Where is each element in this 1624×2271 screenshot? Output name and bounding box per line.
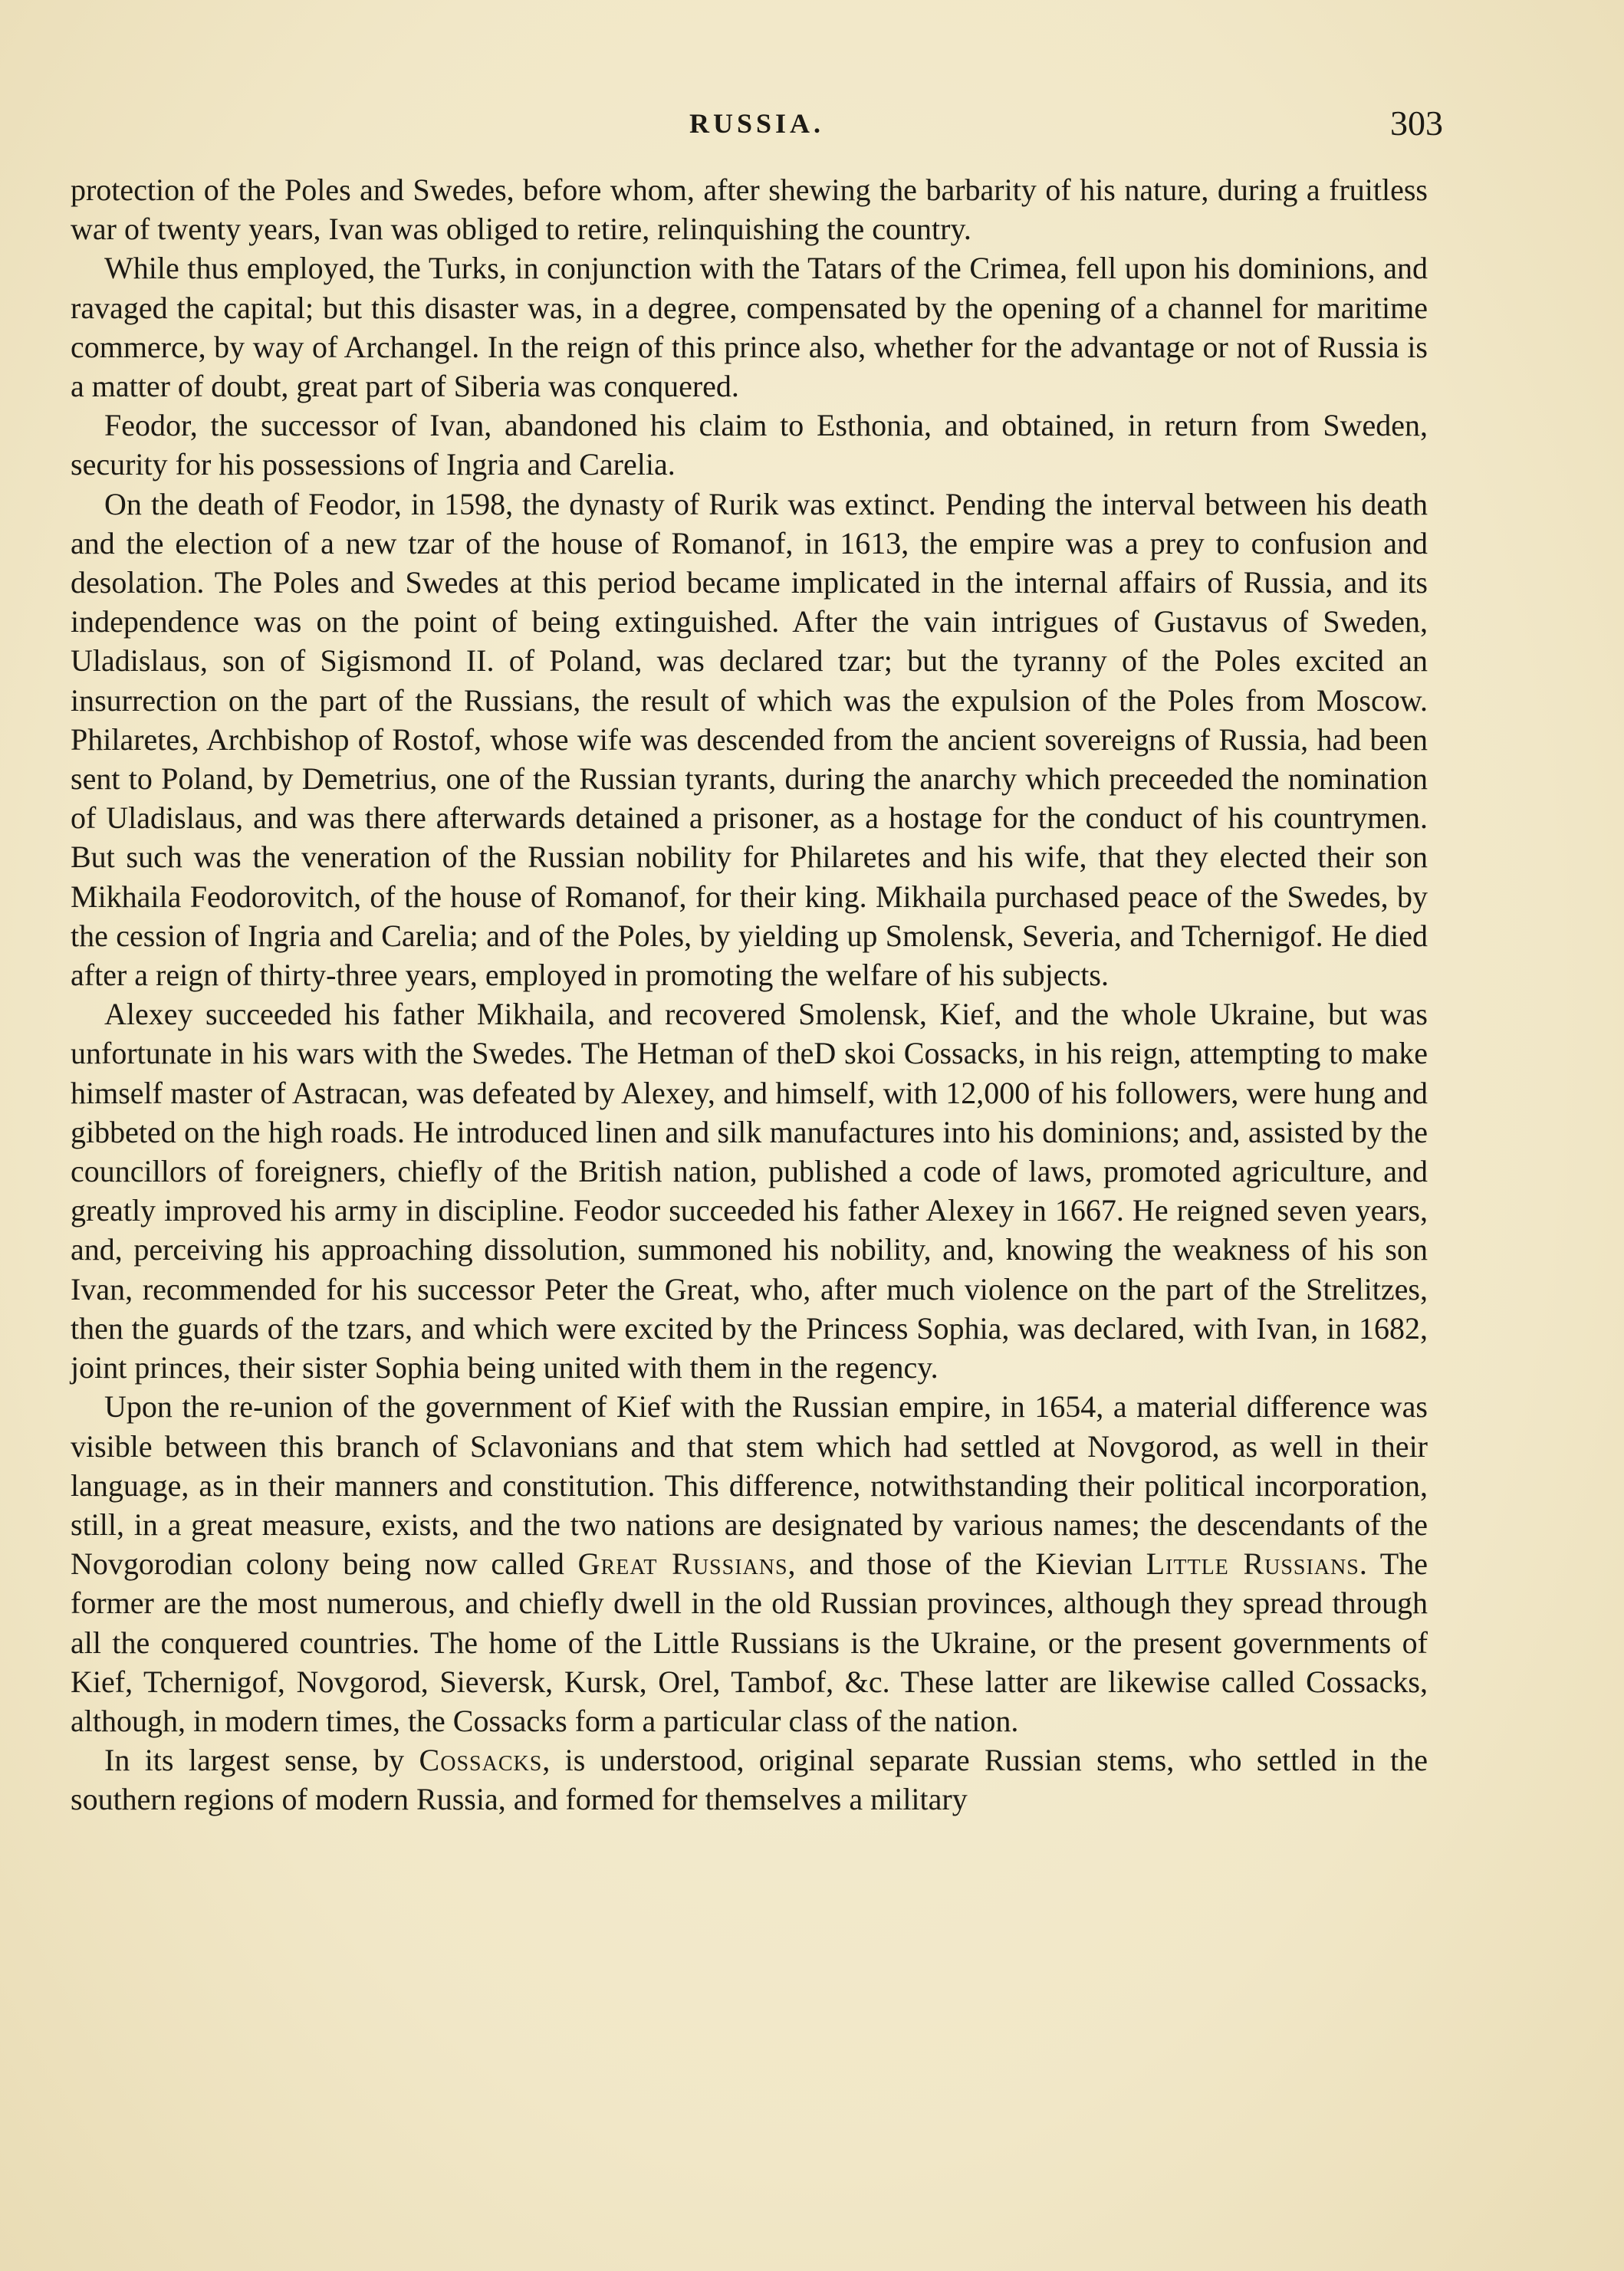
paragraph [71, 1387, 1428, 1740]
paragraph-text: In its largest sense, by [104, 1743, 419, 1778]
paragraph: Feodor, the successor of Ivan, abandoned his claim to Esthonia, and obtained, in return from Sweden, security for his possessions of Ingria and Carelia. [71, 408, 1428, 482]
paragraph [71, 1740, 1428, 1819]
page-header [71, 104, 1443, 153]
paragraph-text: . The former are the most numerous, and chiefly dwell in the old Russian provinces, although they spread through all the conquered countries. The home of the Little Russians is the Ukraine, or the present governments of Kief, Tchernigof, Novgorod, Sieversk, Kursk, Orel, Tambof, &c. These latter are likewise called Cossacks, although, in modern times, the Cossacks form a particular class of the nation. [71, 1546, 1428, 1738]
paragraph-text: , is understood, original separate Russian stems, who settled in the southern regions of modern Russia, and formed for themselves a military [71, 1743, 1428, 1817]
paragraph: Alexey succeeded his father Mikhaila, and recovered Smolensk, Kief, and the whole Ukraine, but was unfortunate in his wars with the Swedes. The Hetman of theD skoi Cossacks, in his reign, attempting to make himself master of Astracan, was defeated by Alexey, and himself, with 12,000 of his followers, were hung and gibbeted on the high roads. He introduced linen and silk manufactures into his dominions; and, assisted by the councillors of foreigners, chiefly of the British nation, published a code of laws, promoted agriculture, and greatly improved his army in discipline. Feodor succeeded his father Alexey in 1667. He reigned seven years, and, perceiving his approaching dissolution, summoned his nobility, and, knowing the weakness of his son Ivan, recommended for his successor Peter the Great, who, after much violence on the part of the Strelitzes, then the guards of the tzars, and which were excited by the Princess Sophia, was declared, with Ivan, in 1682, joint princes, their sister Sophia being united with them in the regency. [71, 997, 1428, 1385]
paragraph: While thus employed, the Turks, in conjunction with the Tatars of the Crimea, fell upon his dominions, and ravaged the capital; but this disaster was, in a degree, compensated by the opening of a channel for maritime commerce, by way of Archangel. In the reign of this prince also, whether for the advantage or not of Russia is a matter of doubt, great part of Siberia was conquered. [71, 251, 1428, 404]
term-great-russians: Great Russians [577, 1546, 788, 1582]
paragraph: On the death of Feodor, in 1598, the dynasty of Rurik was extinct. Pending the interval between his death and the election of a new tzar of the house of Romanof, in 1613, the empire was a prey to confusion and desolation. The Poles and Swedes at this period became implicated in the internal affairs of Russia, and its independence was on the point of being extinguished. After the vain intrigues of Gustavus of Sweden, Uladislaus, son of Sigismond II. of Poland, was declared tzar; but the tyranny of the Poles excited an insurrection on the part of the Russians, the result of which was the expulsion of the Poles from Moscow. Philaretes, Archbishop of Rostof, whose wife was descended from the ancient sovereigns of Russia, had been sent to Poland, by Demetrius, one of the Russian tyrants, during the anarchy which preceeded the nomination of Uladislaus, and was there afterwards detained a prisoner, as a hostage for the conduct of his countrymen. But such was the veneration of the Russian nobility for Philaretes and his wife, that they elected their son Mikhaila Feodorovitch, of the house of Romanof, for their king. Mikhaila purchased peace of the Swedes, by the cession of Ingria and Carelia; and of the Poles, by yielding up Smolensk, Severia, and Tchernigof. He died after a reign of thirty-three years, employed in promoting the welfare of his subjects. [71, 486, 1428, 993]
term-little-russians: Little Russians [1146, 1546, 1359, 1582]
body-text [71, 170, 1428, 1819]
term-cossacks: Cossacks [419, 1743, 543, 1778]
page-number: 303 [1390, 104, 1443, 143]
paragraph: protection of the Poles and Swedes, before whom, after shewing the barbarity of his nature, during a fruitless war of twenty years, Ivan was obliged to retire, relinquishing the country. [71, 173, 1428, 247]
paragraph-text: Upon the re-union of the government of Kief with the Russian empire, in 1654, a material difference was visible between this branch of Sclavonians and that stem which had settled at Novgorod, as well in their language, as in their manners and constitution. This difference, notwithstanding their political incorporation, still, in a great measure, exists, and the two nations are designated by various names; the descendants of the Novgorodian colony being now called [71, 1389, 1428, 1582]
running-head: RUSSIA. [689, 108, 825, 139]
paragraph-text: , and those of the Kievian [787, 1546, 1146, 1582]
